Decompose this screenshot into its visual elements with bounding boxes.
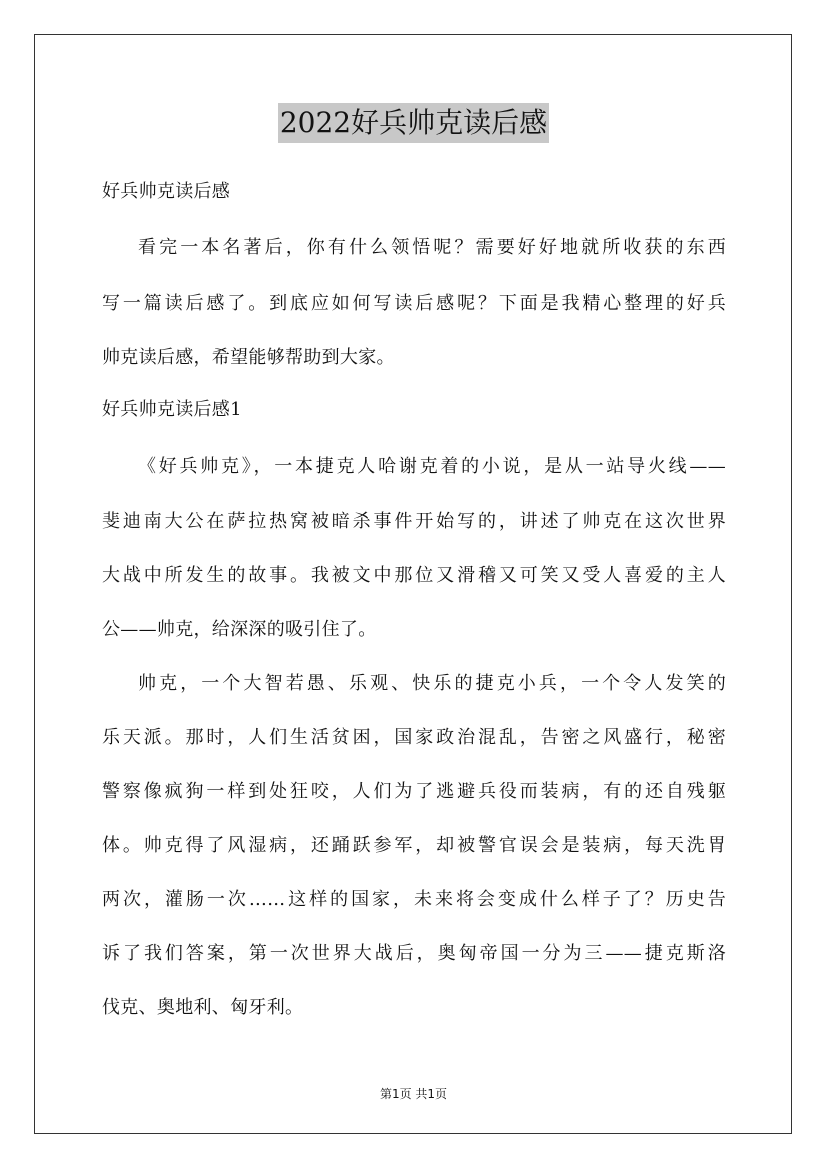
intro-line-2: 写一篇读后感了。到底应如何写读后感呢？下面是我精心整理的好兵 — [102, 293, 726, 314]
paragraph2-line-6: 诉了我们答案，第一次世界大战后，奥匈帝国一分为三——捷克斯洛 — [102, 943, 726, 964]
section-heading: 好兵帅克读后感1 — [102, 399, 242, 420]
paragraph2-line-2: 乐天派。那时，人们生活贫困，国家政治混乱，告密之风盛行，秘密 — [102, 727, 726, 748]
paragraph2-line-1: 帅克，一个大智若愚、乐观、快乐的捷克小兵，一个令人发笑的 — [138, 673, 726, 694]
paragraph1-line-4: 公——帅克，给深深的吸引住了。 — [102, 619, 377, 640]
paragraph2-line-4: 体。帅克得了风湿病，还踊跃参军，却被警官误会是装病，每天洗胃 — [102, 835, 726, 856]
paragraph1-line-1: 《好兵帅克》，一本捷克人哈谢克着的小说，是从一站导火线—— — [138, 456, 726, 477]
intro-line-1: 看完一本名著后，你有什么领悟呢？需要好好地就所收获的东西 — [138, 237, 726, 258]
paragraph2-line-3: 警察像疯狗一样到处狂咬，人们为了逃避兵役而装病，有的还自残躯 — [102, 781, 726, 802]
paragraph1-line-3: 大战中所发生的故事。我被文中那位又滑稽又可笑又受人喜爱的主人 — [102, 565, 726, 586]
intro-line-3: 帅克读后感，希望能够帮助到大家。 — [102, 347, 395, 368]
paragraph2-line-5: 两次，灌肠一次……这样的国家，未来将会变成什么样子了？历史告 — [102, 889, 726, 910]
document-title-wrap — [0, 103, 827, 143]
paragraph1-line-2: 斐迪南大公在萨拉热窝被暗杀事件开始写的，讲述了帅克在这次世界 — [102, 511, 726, 532]
page-footer: 第1页 共1页 — [379, 1087, 448, 1101]
subtitle: 好兵帅克读后感 — [102, 181, 231, 202]
paragraph2-line-7: 伐克、奥地利、匈牙利。 — [102, 997, 304, 1018]
document-title: 2022好兵帅克读后感 — [278, 103, 549, 143]
